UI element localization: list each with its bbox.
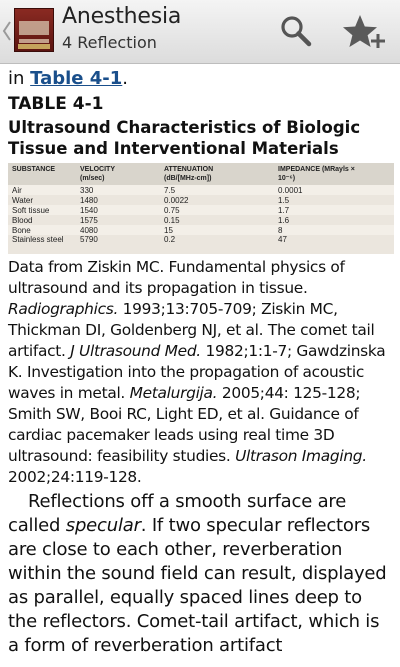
table-cell: 1.7 <box>274 205 394 215</box>
table-cell: 4080 <box>76 225 160 235</box>
table-row <box>8 235 394 254</box>
table-cell: Air <box>8 185 76 195</box>
col-header: VELOCITY (m/sec) <box>76 163 160 185</box>
table-cell: 0.0001 <box>274 185 394 195</box>
table-cell: 7.5 <box>160 185 274 195</box>
body-paragraph: Reflections off a smooth surface are called specular. If two specular reflectors are close to each other, reverberation within the sound field can result, displayed as parallel, equally spaced lines deep to the reflectors. Comet-tail artifact, which is a form of reverberation artifact <box>8 491 387 656</box>
table-source-citation: Data from Ziskin MC. Fundamental physics of ultrasound and its propagation in tissue. Radiographics. 1993;13:705-709; Ziskin MC, Thickman DI, Goldenberg NJ, et al. The comet tail artifact. J Ultrasound Med. 1982;1:1-7; Gawdzinska K. Investigation into the propagation of acoustic waves in metal. Metalurgija. 2005;44: 125-128; Smith SW, Booi RC, Light ED, et al. Guidance of cardiac pacemaker leads using real time 3D ultrasound: feasibility studies. Ultrason Imaging. 2002;24:119-128. <box>8 258 386 486</box>
reader-content <box>8 67 394 658</box>
search-icon[interactable] <box>276 12 316 52</box>
table-cell: Water <box>8 195 76 205</box>
chapter-subtitle: 4 Reflection <box>62 33 157 52</box>
ultrasound-table <box>8 163 394 254</box>
book-cover-icon[interactable] <box>14 8 54 52</box>
table-cell: Blood <box>8 215 76 225</box>
table-row <box>8 215 394 225</box>
table-cell: 1.6 <box>274 215 394 225</box>
table-row <box>8 185 394 195</box>
lead-prefix: in <box>8 68 31 89</box>
table-cell: Bone <box>8 225 76 235</box>
table-row <box>8 205 394 215</box>
table-cell: 1480 <box>76 195 160 205</box>
table-cell: 330 <box>76 185 160 195</box>
table-header-row <box>8 163 394 185</box>
lead-text <box>8 67 394 91</box>
app-title: Anesthesia <box>62 4 182 29</box>
table-row <box>8 225 394 235</box>
table-title: Ultrasound Characteristics of Biologic Tissue and Interventional Materials <box>8 118 361 158</box>
table-cell: Stainless steel <box>8 235 76 254</box>
col-header: ATTENUATION (dB/[MHz-cm]) <box>160 163 274 185</box>
table-cell: 15 <box>160 225 274 235</box>
table-number: TABLE 4-1 <box>8 94 104 114</box>
app-bar <box>0 0 400 64</box>
col-header: IMPEDANCE (MRayls × 10⁻⁶) <box>274 163 394 185</box>
table-cell: 47 <box>274 235 394 254</box>
table-link[interactable]: Table 4-1 <box>30 68 123 89</box>
table-cell: 0.15 <box>160 215 274 225</box>
table-cell: 0.75 <box>160 205 274 215</box>
lead-suffix: . <box>122 68 129 89</box>
table-cell: 1540 <box>76 205 160 215</box>
table-cell: 0.0022 <box>160 195 274 205</box>
table-cell: 1.5 <box>274 195 394 205</box>
star-plus-icon[interactable] <box>340 12 386 52</box>
table-cell: 0.2 <box>160 235 274 254</box>
table-cell: 5790 <box>76 235 160 254</box>
back-chevron-icon[interactable] <box>2 20 12 42</box>
table-cell: 8 <box>274 225 394 235</box>
col-header: SUBSTANCE <box>8 163 76 185</box>
table-cell: 1575 <box>76 215 160 225</box>
table-cell: Soft tissue <box>8 205 76 215</box>
table-row <box>8 195 394 205</box>
